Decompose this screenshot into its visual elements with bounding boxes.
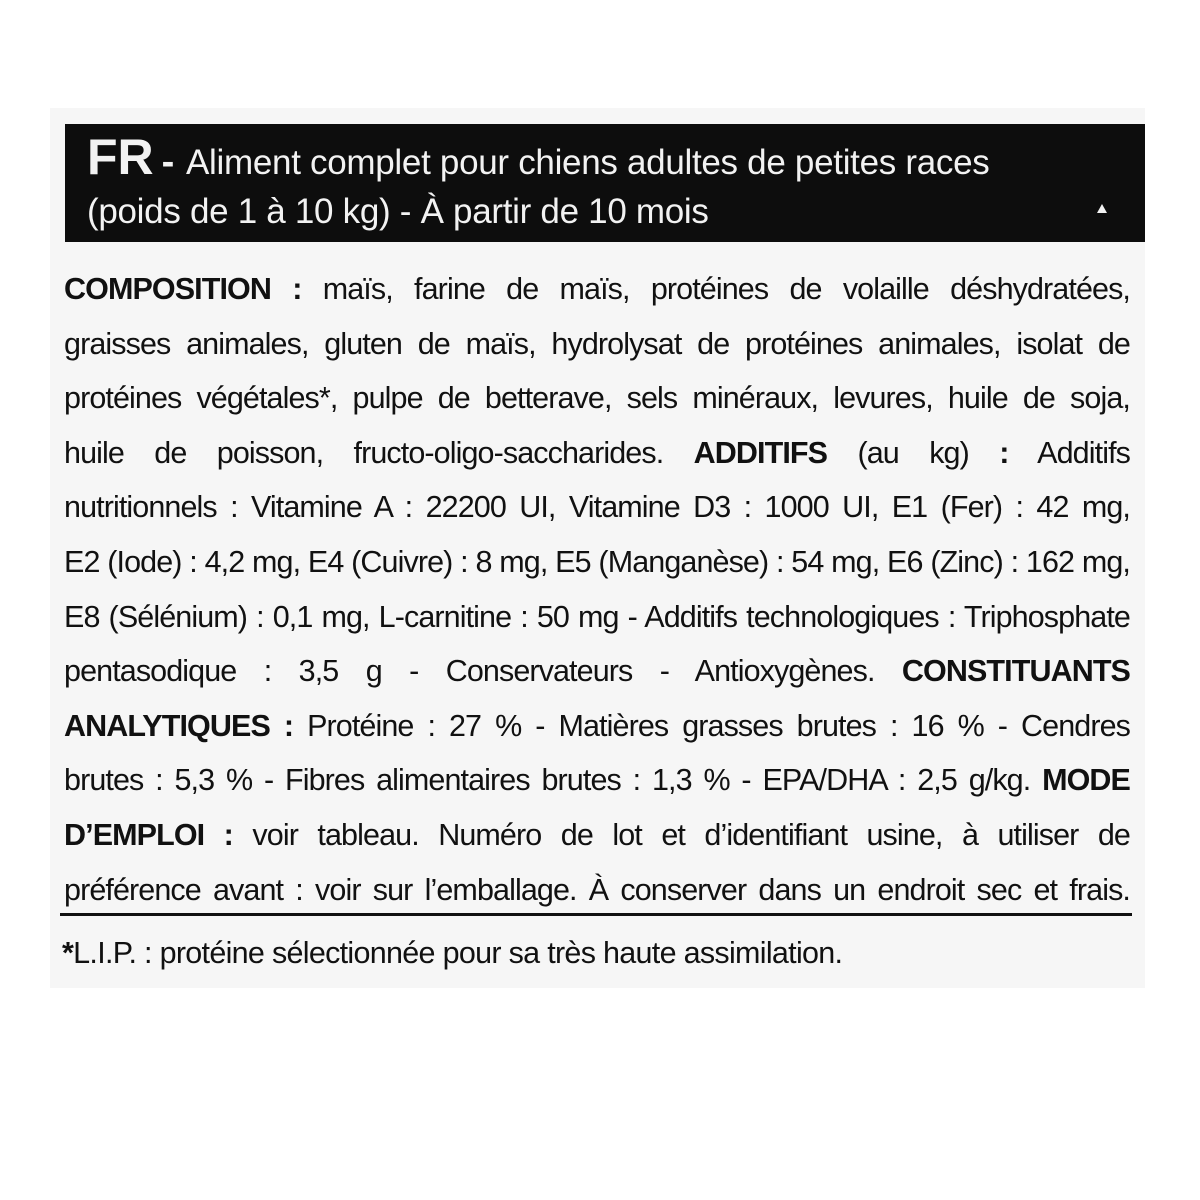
composition-line-text: pentasodique : 3,5 g - Conservateurs - Antioxygènes. bbox=[64, 654, 902, 689]
composition-line-text: voir tableau. Numéro de lot et d’identifiant usine, à utiliser de bbox=[232, 817, 1130, 852]
composition-line-text: huile de poisson, fructo-oligo-saccharides. bbox=[64, 435, 694, 470]
header-bar bbox=[65, 124, 1145, 242]
emploi-heading: D’EMPLOI : bbox=[64, 817, 233, 852]
composition-line-text: (au kg) bbox=[827, 435, 1000, 470]
composition-line bbox=[64, 753, 1130, 808]
composition-line-text: Protéine : 27 % - Matières grasses brutes : 16 % - Cendres bbox=[293, 708, 1130, 743]
composition-line-text: brutes : 5,3 % - Fibres alimentaires brutes : 1,3 % - EPA/DHA : 2,5 g/kg. bbox=[64, 763, 1043, 798]
composition-heading: COMPOSITION : bbox=[64, 272, 302, 306]
composition-line: graisses animales, gluten de maïs, hydrolysat de protéines animales, isolat de bbox=[64, 326, 1130, 361]
composition-line: E2 (Iode) : 4,2 mg, E4 (Cuivre) : 8 mg, E5 (Manganèse) : 54 mg, E6 (Zinc) : 162 mg, bbox=[64, 544, 1130, 579]
language-code: FR bbox=[87, 129, 154, 185]
composition-line bbox=[64, 644, 1130, 699]
header-title-line-2: (poids de 1 à 10 kg) - À partir de 10 mois bbox=[87, 192, 709, 231]
composition-line bbox=[64, 808, 1130, 863]
composition-line-text: maïs, farine de maïs, protéines de volaille déshydratées, bbox=[301, 272, 1130, 306]
additifs-colon: : bbox=[999, 435, 1009, 470]
composition-line bbox=[64, 262, 1130, 317]
composition-line: nutritionnels : Vitamine A : 22200 UI, Vitamine D3 : 1000 UI, E1 (Fer) : 42 mg, bbox=[64, 490, 1130, 525]
composition-line bbox=[64, 699, 1130, 754]
additifs-heading: ADDITIFS bbox=[693, 435, 828, 470]
header-dash: - bbox=[161, 141, 175, 183]
composition-line-text: Additifs bbox=[1008, 435, 1130, 470]
composition-line: E8 (Sélénium) : 0,1 mg, L-carnitine : 50 mg - Additifs technologiques : Triphosphate bbox=[64, 599, 1130, 634]
constituants-heading: CONSTITUANTS bbox=[901, 654, 1130, 689]
composition-line: protéines végétales*, pulpe de betterave, sels minéraux, levures, huile de soja, bbox=[64, 381, 1130, 416]
composition-text bbox=[64, 262, 1130, 917]
analytiques-heading: ANALYTIQUES : bbox=[64, 708, 294, 743]
triangle-up-icon bbox=[1097, 204, 1107, 213]
composition-line bbox=[64, 426, 1130, 481]
footnote-star: * bbox=[62, 936, 74, 970]
composition-line: préférence avant : voir sur l’emballage. À conserver dans un endroit sec et frais. bbox=[64, 872, 1130, 907]
header-title-text: Aliment complet pour chiens adultes de petites races bbox=[186, 143, 990, 182]
footnote-text: L.I.P. : protéine sélectionnée pour sa très haute assimilation. bbox=[73, 936, 843, 970]
footnote bbox=[62, 928, 842, 978]
header-title-line-1 bbox=[87, 129, 990, 188]
mode-heading: MODE bbox=[1042, 763, 1130, 798]
divider bbox=[60, 913, 1132, 916]
